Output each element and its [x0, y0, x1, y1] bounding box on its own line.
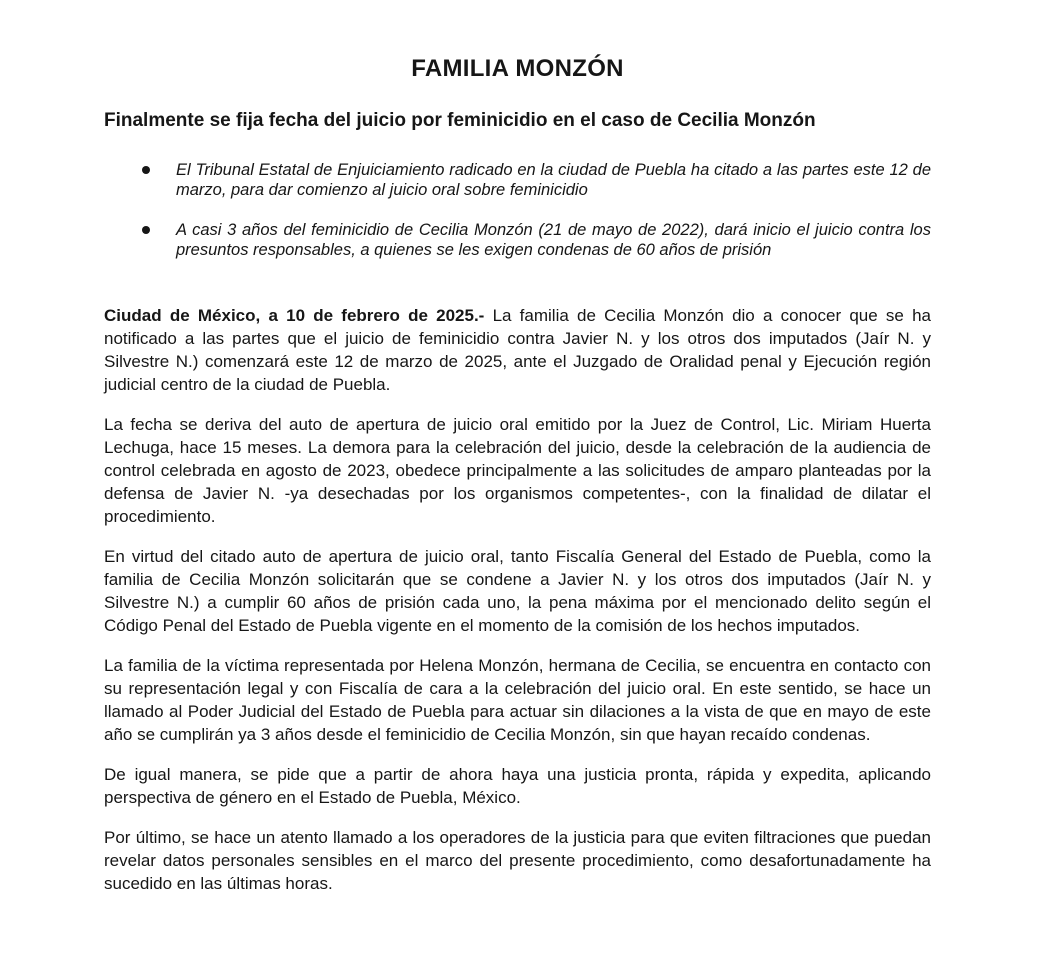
bullet-text: A casi 3 años del feminicidio de Cecilia Monzón (21 de mayo de 2022), dará inicio el juicio contra los presuntos responsables, a quienes se les exigen condenas de 60 años de prisión	[176, 221, 931, 259]
paragraph	[104, 545, 931, 637]
paragraph	[104, 826, 931, 895]
document-body	[104, 304, 931, 895]
paragraph	[104, 763, 931, 809]
bullet-dot-icon	[142, 166, 150, 174]
list-item	[104, 160, 931, 200]
paragraph-text: De igual manera, se pide que a partir de ahora haya una justicia pronta, rápida y expedita, aplicando perspectiva de género en el Estado de Puebla, México.	[104, 765, 931, 807]
page-title: FAMILIA MONZÓN	[411, 55, 624, 82]
paragraph-text: La fecha se deriva del auto de apertura de juicio oral emitido por la Juez de Control, Lic. Miriam Huerta Lechuga, hace 15 meses. La demora para la celebración del juicio, desde la celebración de la audiencia de control celebrada en agosto de 2023, obedece principalmente a las solicitudes de amparo planteadas por la defensa de Javier N. -ya desechadas por los organismos competentes-, con la finalidad de dilatar el procedimiento.	[104, 415, 931, 526]
paragraph	[104, 304, 931, 396]
bullet-text: El Tribunal Estatal de Enjuiciamiento radicado en la ciudad de Puebla ha citado a las partes este 12 de marzo, para dar comienzo al juicio oral sobre feminicidio	[176, 161, 931, 199]
paragraph-text: La familia de la víctima representada por Helena Monzón, hermana de Cecilia, se encuentra en contacto con su representación legal y con Fiscalía de cara a la celebración del juicio oral. En este sentido, se hace un llamado al Poder Judicial del Estado de Puebla para actuar sin dilaciones a la vista de que en mayo de este año se cumplirán ya 3 años desde el feminicidio de Cecilia Monzón, sin que hayan recaído condenas.	[104, 656, 931, 744]
dateline-lead: Ciudad de México, a 10 de febrero de 2025.-	[104, 306, 485, 325]
paragraph	[104, 413, 931, 528]
bullet-list	[104, 160, 931, 260]
document-subtitle: Finalmente se fija fecha del juicio por feminicidio en el caso de Cecilia Monzón	[104, 110, 816, 131]
paragraph-text: En virtud del citado auto de apertura de juicio oral, tanto Fiscalía General del Estado de Puebla, como la familia de Cecilia Monzón solicitarán que se condene a Javier N. y los otros dos imputados (Jaír N. y Silvestre N.) a cumplir 60 años de prisión cada uno, la pena máxima por el mencionado delito según el Código Penal del Estado de Puebla vigente en el momento de la comisión de los hechos imputados.	[104, 547, 931, 635]
bullet-dot-icon	[142, 226, 150, 234]
paragraph-text: La familia de Cecilia Monzón dio a conocer que se ha notificado a las partes que el juicio de feminicidio contra Javier N. y los otros dos imputados (Jaír N. y Silvestre N.) comenzará este 12 de marzo de 2025, ante el Juzgado de Oralidad penal y Ejecución región judicial centro de la ciudad de Puebla.	[104, 306, 931, 394]
list-item	[104, 220, 931, 260]
paragraph-text: Por último, se hace un atento llamado a los operadores de la justicia para que eviten filtraciones que puedan revelar datos personales sensibles en el marco del presente procedimiento, como desafortunadamente ha sucedido en las últimas horas.	[104, 828, 931, 893]
paragraph	[104, 654, 931, 746]
